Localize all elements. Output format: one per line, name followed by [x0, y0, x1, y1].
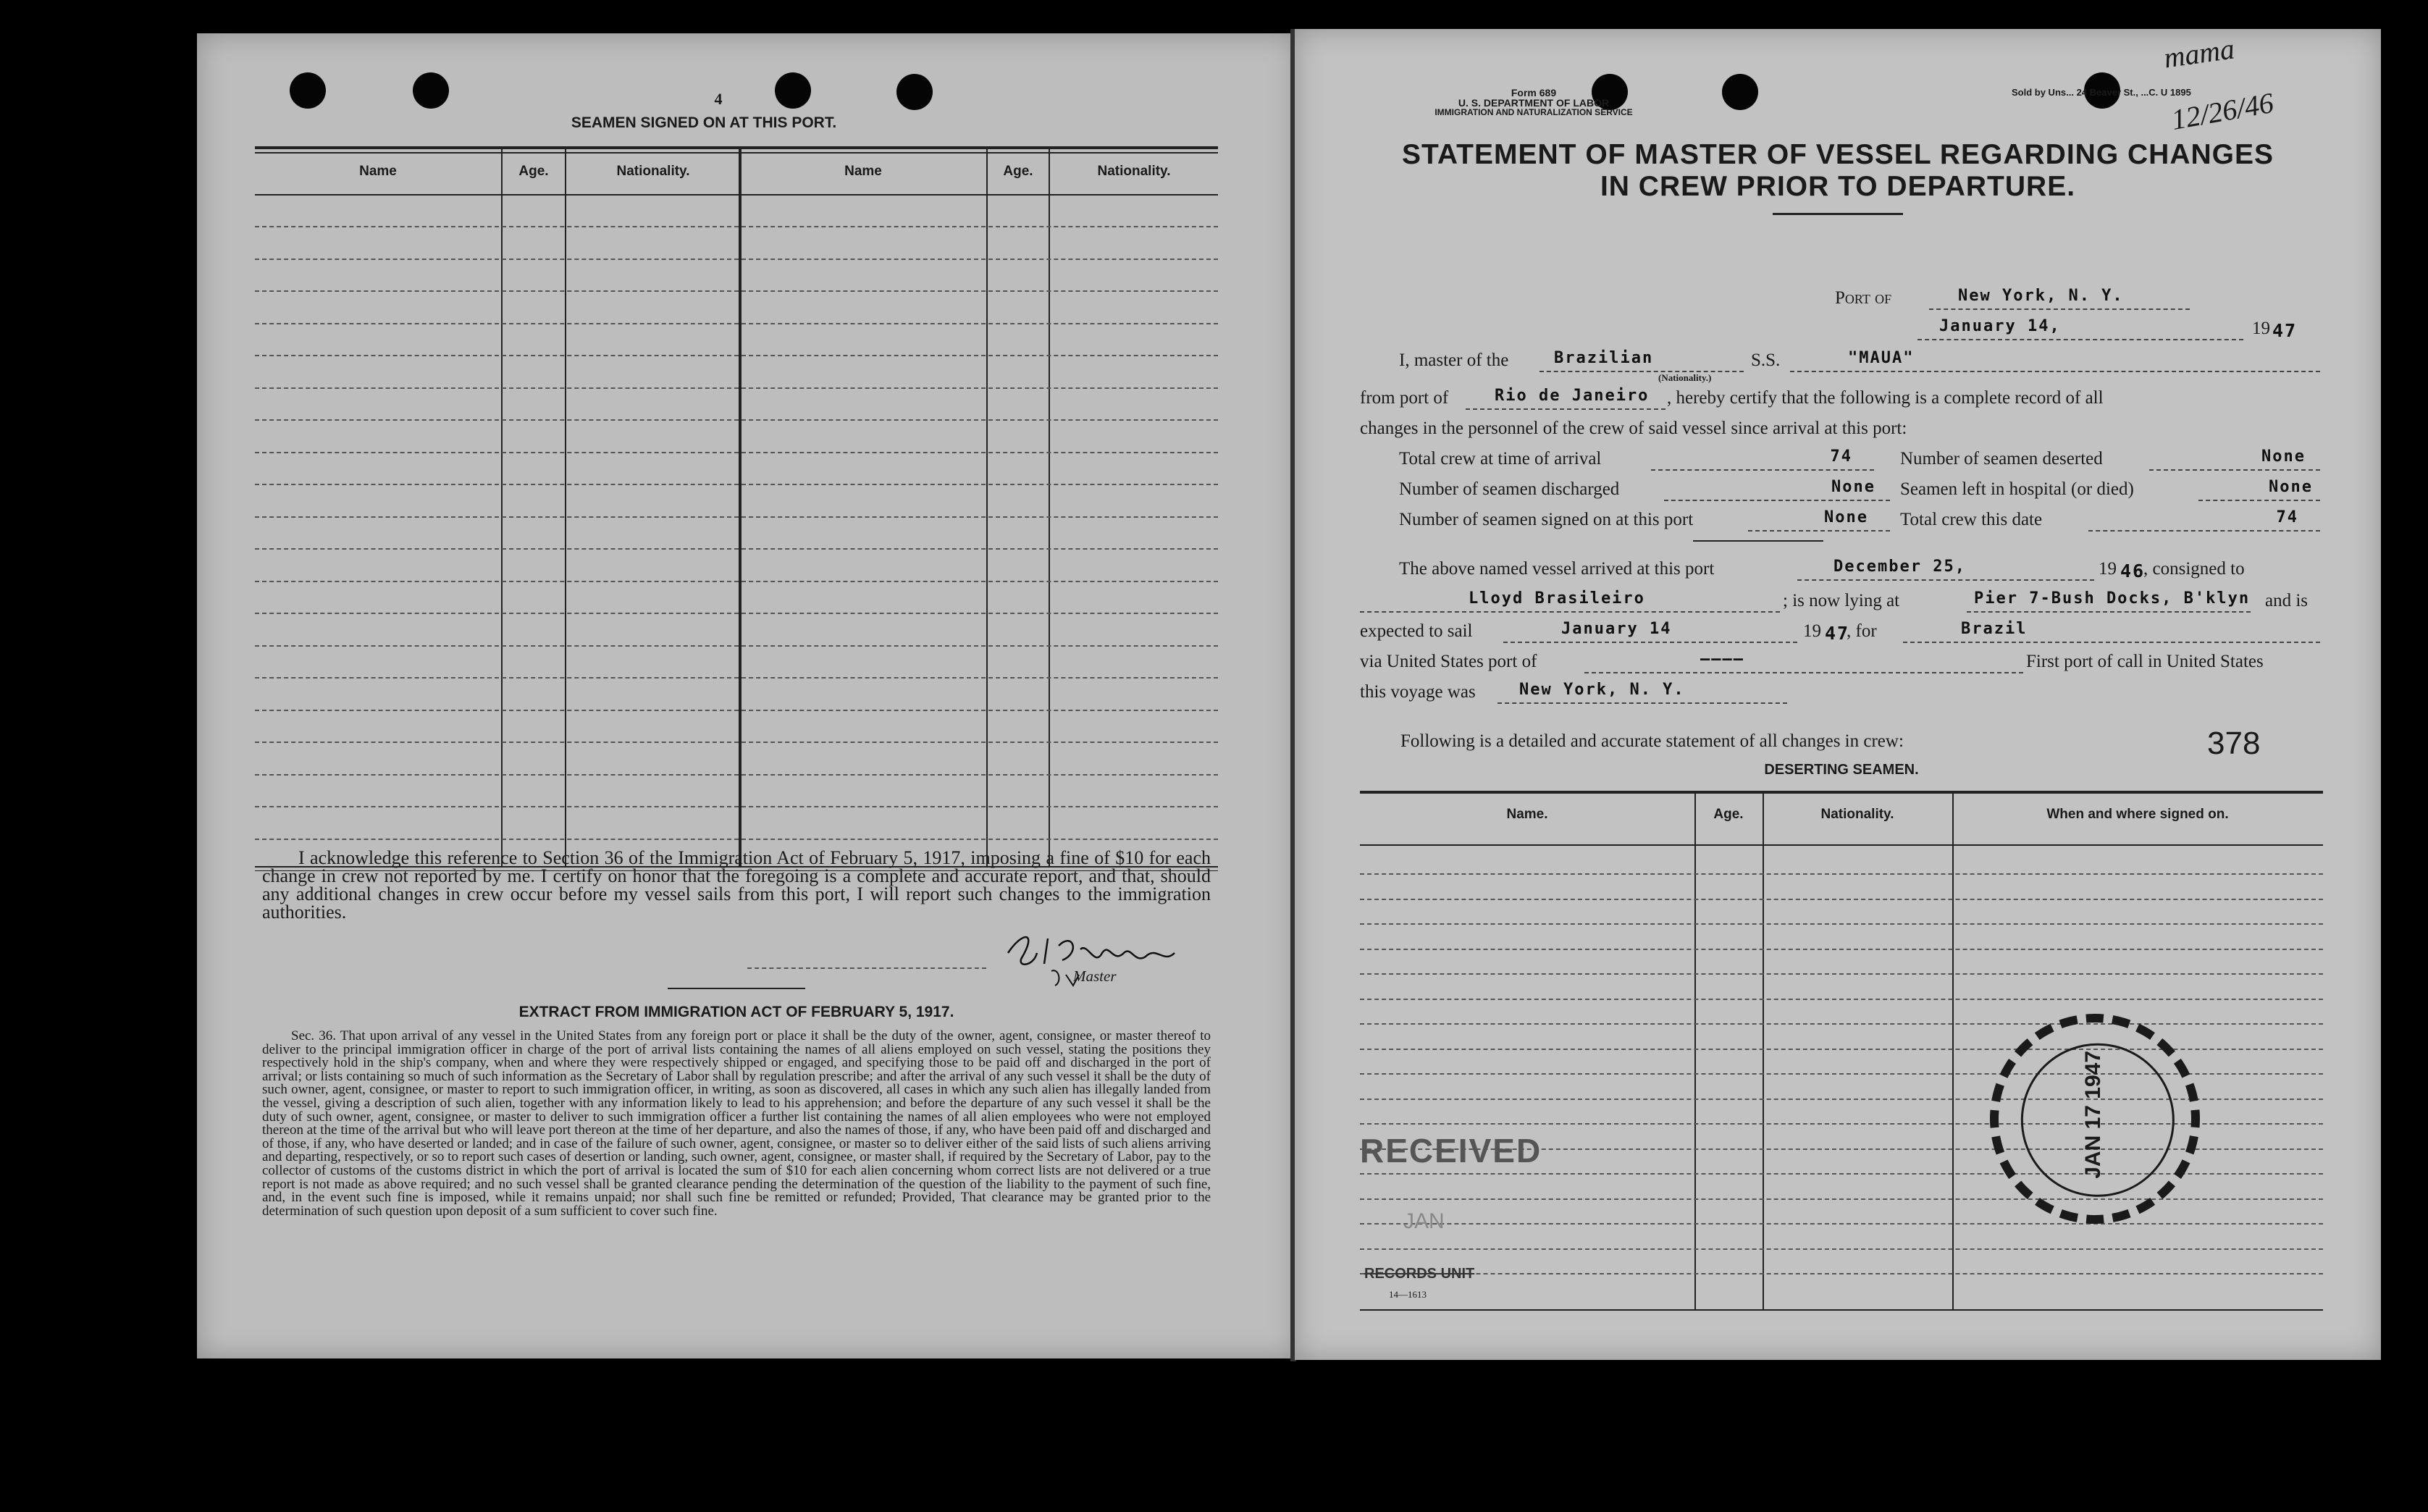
column-header-name: Name. [1506, 807, 1548, 822]
punch-hole [1722, 74, 1758, 110]
column-header-nationality: Nationality. [616, 164, 690, 179]
ss-label: S.S. [1751, 350, 1781, 370]
deserted-label: Number of seamen deserted [1900, 449, 2103, 469]
table-row [1360, 923, 2323, 925]
table-row [255, 387, 1218, 389]
table-row [255, 710, 1218, 711]
date-field: January 14, [1917, 317, 2243, 340]
records-unit-stamp: RECORDS UNIT [1364, 1266, 1475, 1282]
sail-date-field: January 14 [1503, 620, 1797, 643]
arrived-label: The above named vessel arrived at this port [1399, 559, 1715, 579]
column-header-when-where: When and where signed on. [2046, 807, 2229, 822]
column-header-nationality: Nationality. [1820, 807, 1894, 822]
arrived-year-value: 46 [2120, 560, 2146, 581]
table-row [255, 226, 1218, 227]
table-row [1360, 873, 2323, 875]
lying-field: Pier 7-Bush Docks, B'klyn [1967, 589, 2251, 613]
total-crew-arrival-field: 74 [1651, 448, 1874, 471]
voyage-field: New York, N. Y. [1497, 681, 1787, 704]
table-header-rule [255, 194, 1218, 196]
hospital-label: Seamen left in hospital (or died) [1900, 479, 2134, 499]
table-row [255, 774, 1218, 776]
deserting-table-bottom [1360, 1309, 2323, 1311]
sail-year-prefix: 19 [1803, 621, 1821, 641]
table-row [255, 581, 1218, 582]
table-row [1360, 1223, 2323, 1225]
total-crew-date-label: Total crew this date [1900, 510, 2043, 529]
table-row [255, 677, 1218, 679]
signed-on-title: SEAMEN SIGNED ON AT THIS PORT. [571, 114, 837, 131]
round-date-stamp: JAN 17 1947 [1960, 984, 2230, 1253]
table-row [255, 355, 1218, 356]
year-value: 47 [2272, 320, 2298, 341]
table-row [255, 516, 1218, 518]
discharged-field: None [1664, 478, 1890, 501]
column-divider [501, 149, 503, 866]
column-divider [565, 149, 566, 866]
master-label: I, master of the [1399, 350, 1509, 370]
handwritten-name: mama [2162, 32, 2237, 75]
consignee-field: Lloyd Brasileiro [1360, 589, 1780, 613]
table-row [255, 806, 1218, 807]
table-top-rule [255, 152, 1218, 154]
counts-rule [1693, 540, 1823, 542]
following-text: Following is a detailed and accurate statement of all changes in crew: [1400, 731, 1904, 751]
table-row [255, 742, 1218, 743]
extract-body: Sec. 36. That upon arrival of any vessel in the United States from any foreign port or place it shall be the duty of the owner, agent, consignee, or master thereof to deliver to the principal immigration officer in charge of the port of arrival lists containing the names of all aliens employed on such vessel, stating the positions they respectively hold in the ship's company, when and where they were respectively shipped or engaged, and specifying those to be paid off and discharged in the port of arrival; or lists containing so much of such information as the Secretary of Labor shall by regulation prescribe; and after the arrival of any such vessel it shall be the duty of such owner, agent, consignee, or master to report to such immigration officer, in writing, as soon as discovered, all cases in which any such alien has illegally landed from the vessel, giving a description of such alien, together with any information likely to lead to his apprehension; and before the departure of any such vessel it shall be the duty of such owner, agent, consignee, or master to deliver to such immigration officer a further list containing the names of all alien employees who were not employed thereon at the time of the arrival but who will leave port thereon at the time of her departure, and also the names of those, if any, who have been paid off and discharged and of those, if any, who have deserted or landed; and in case of the failure of such owner, agent, consignee, or master so to deliver either of the said lists of such aliens arriving and departing, respectively, or so to report such cases of desertion or landing, such owner, agent, consignee, or master shall, if required by the Secretary of Labor, pay to the collector of customs of the customs district in which the port of arrival is located the sum of $10 for each alien concerning whom correct lists are not delivered or a true report is not made as above required; and no such vessel shall be granted clearance pending the determination of the question of the liability to the payment of such fine, and, in the event such fine is imposed, while it remains unpaid; nor shall such fine be remitted or refunded; Provided, That clearance may be granted prior to the determination of such question upon deposit of a sum sufficient to cover such fine. [262, 1028, 1211, 1219]
punch-hole [290, 72, 326, 109]
from-port-label: from port of [1360, 388, 1449, 408]
form-title-line1: STATEMENT OF MASTER OF VESSEL REGARDING CHANGES [1401, 139, 2274, 170]
deserting-title: DESERTING SEAMEN. [1764, 762, 1919, 778]
port-field: New York, N. Y. [1929, 287, 2190, 310]
table-row [255, 839, 1218, 840]
destination-field: Brazil [1903, 620, 2320, 643]
for-label: , for [1847, 621, 1877, 641]
table-row [255, 484, 1218, 485]
certify-text: , hereby certify that the following is a complete record of all [1667, 388, 2104, 408]
voyage-label: this voyage was [1360, 682, 1476, 702]
table-row [255, 323, 1218, 324]
changes-text: changes in the personnel of the crew of said vessel since arrival at this port: [1360, 419, 1907, 438]
table-row [255, 452, 1218, 453]
expected-label: expected to sail [1360, 621, 1473, 641]
column-header-age: Age. [518, 164, 549, 179]
table-row [255, 419, 1218, 421]
table-row [1360, 1023, 2323, 1025]
nationality-caption: (Nationality.) [1658, 372, 1712, 383]
first-port-label: First port of call in United States [2026, 652, 2264, 671]
sail-year-value: 47 [1825, 623, 1850, 644]
right-page [1295, 29, 2381, 1360]
column-divider [1952, 794, 1954, 1309]
sold-by: Sold by Uns... 24 Beaver St., ...C. U 1895 [2012, 87, 2191, 98]
extract-title: EXTRACT FROM IMMIGRATION ACT OF FEBRUARY 5, 1917. [518, 1004, 954, 1020]
punch-hole [896, 74, 933, 110]
left-page [197, 33, 1298, 1358]
page-number: 4 [714, 90, 723, 108]
signed-on-field: None [1748, 508, 1890, 532]
form-title-line2: IN CREW PRIOR TO DEPARTURE. [1600, 171, 2076, 202]
table-row [1360, 999, 2323, 1000]
deserting-table-top [1360, 791, 2323, 794]
punch-hole [775, 72, 811, 109]
table-row [255, 613, 1218, 614]
column-divider [1694, 794, 1696, 1309]
total-crew-date-field: 74 [2088, 508, 2320, 532]
service: IMMIGRATION AND NATURALIZATION SERVICE [1434, 107, 1633, 117]
lying-label: ; is now lying at [1783, 591, 1900, 610]
via-label: via United States port of [1360, 652, 1537, 671]
table-row [1360, 899, 2323, 900]
via-field: ———— [1584, 650, 2023, 673]
table-row [1360, 1049, 2323, 1050]
total-crew-arrival-label: Total crew at time of arrival [1399, 449, 1602, 469]
table-row [255, 548, 1218, 550]
stamp-number: 378 [2207, 726, 2261, 761]
signed-on-label: Number of seamen signed on at this port [1399, 510, 1694, 529]
nationality-field: Brazilian [1539, 349, 1744, 372]
arrived-year-prefix: 19 [2099, 559, 2117, 579]
deserting-table-header-rule [1360, 844, 2323, 846]
from-port-field: Rio de Janeiro [1466, 387, 1665, 410]
column-header-age: Age. [1713, 807, 1744, 822]
column-divider [1763, 794, 1764, 1309]
title-rule [1773, 213, 1903, 215]
form-number: Form 689 [1511, 87, 1557, 98]
column-header-name: Name [359, 164, 397, 179]
column-header-name: Name [844, 164, 882, 179]
and-is-label: and is [2265, 591, 2309, 610]
table-row [1360, 949, 2323, 950]
department: U. S. DEPARTMENT OF LABOR [1458, 97, 1610, 109]
consigned-label: , consigned to [2143, 559, 2245, 579]
column-header-nationality: Nationality. [1097, 164, 1171, 179]
signature-line [747, 967, 986, 969]
table-row [1360, 1248, 2323, 1250]
year-prefix: 19 [2252, 319, 2270, 338]
punch-hole [413, 72, 449, 109]
vessel-field: "MAUA" [1790, 349, 2320, 372]
column-header-age: Age. [1003, 164, 1033, 179]
acknowledgment-text: I acknowledge this reference to Section 36 of the Immigration Act of February 5, 1917, imposing a fine of $10 for each change in crew not reported by me. I certify on honor that the foregoing is a complete and accurate report, and that, should any additional changes in crew occur before my vessel sails from this port, I will report such changes to the immigration authorities. [262, 847, 1211, 923]
table-row [255, 259, 1218, 260]
table-row [1360, 1273, 2323, 1274]
extract-rule [668, 988, 805, 989]
received-stamp: RECEIVED [1360, 1132, 1542, 1169]
column-divider [1049, 149, 1050, 866]
arrived-field: December 25, [1797, 558, 2094, 581]
table-top-rule [255, 146, 1218, 149]
discharged-label: Number of seamen discharged [1399, 479, 1620, 499]
hospital-field: None [2198, 478, 2320, 501]
column-divider [739, 149, 742, 866]
received-date-stamp: JAN [1403, 1209, 1445, 1233]
port-label: Port of [1835, 288, 1892, 308]
deserted-field: None [2149, 448, 2320, 471]
table-row [1360, 1198, 2323, 1200]
form-code: 14—1613 [1389, 1289, 1427, 1300]
handwritten-date: 12/26/46 [2169, 85, 2277, 137]
column-divider [986, 149, 988, 866]
signature-label: Master [1073, 967, 1117, 985]
table-row [255, 645, 1218, 647]
table-row [1360, 973, 2323, 975]
table-row [255, 290, 1218, 292]
